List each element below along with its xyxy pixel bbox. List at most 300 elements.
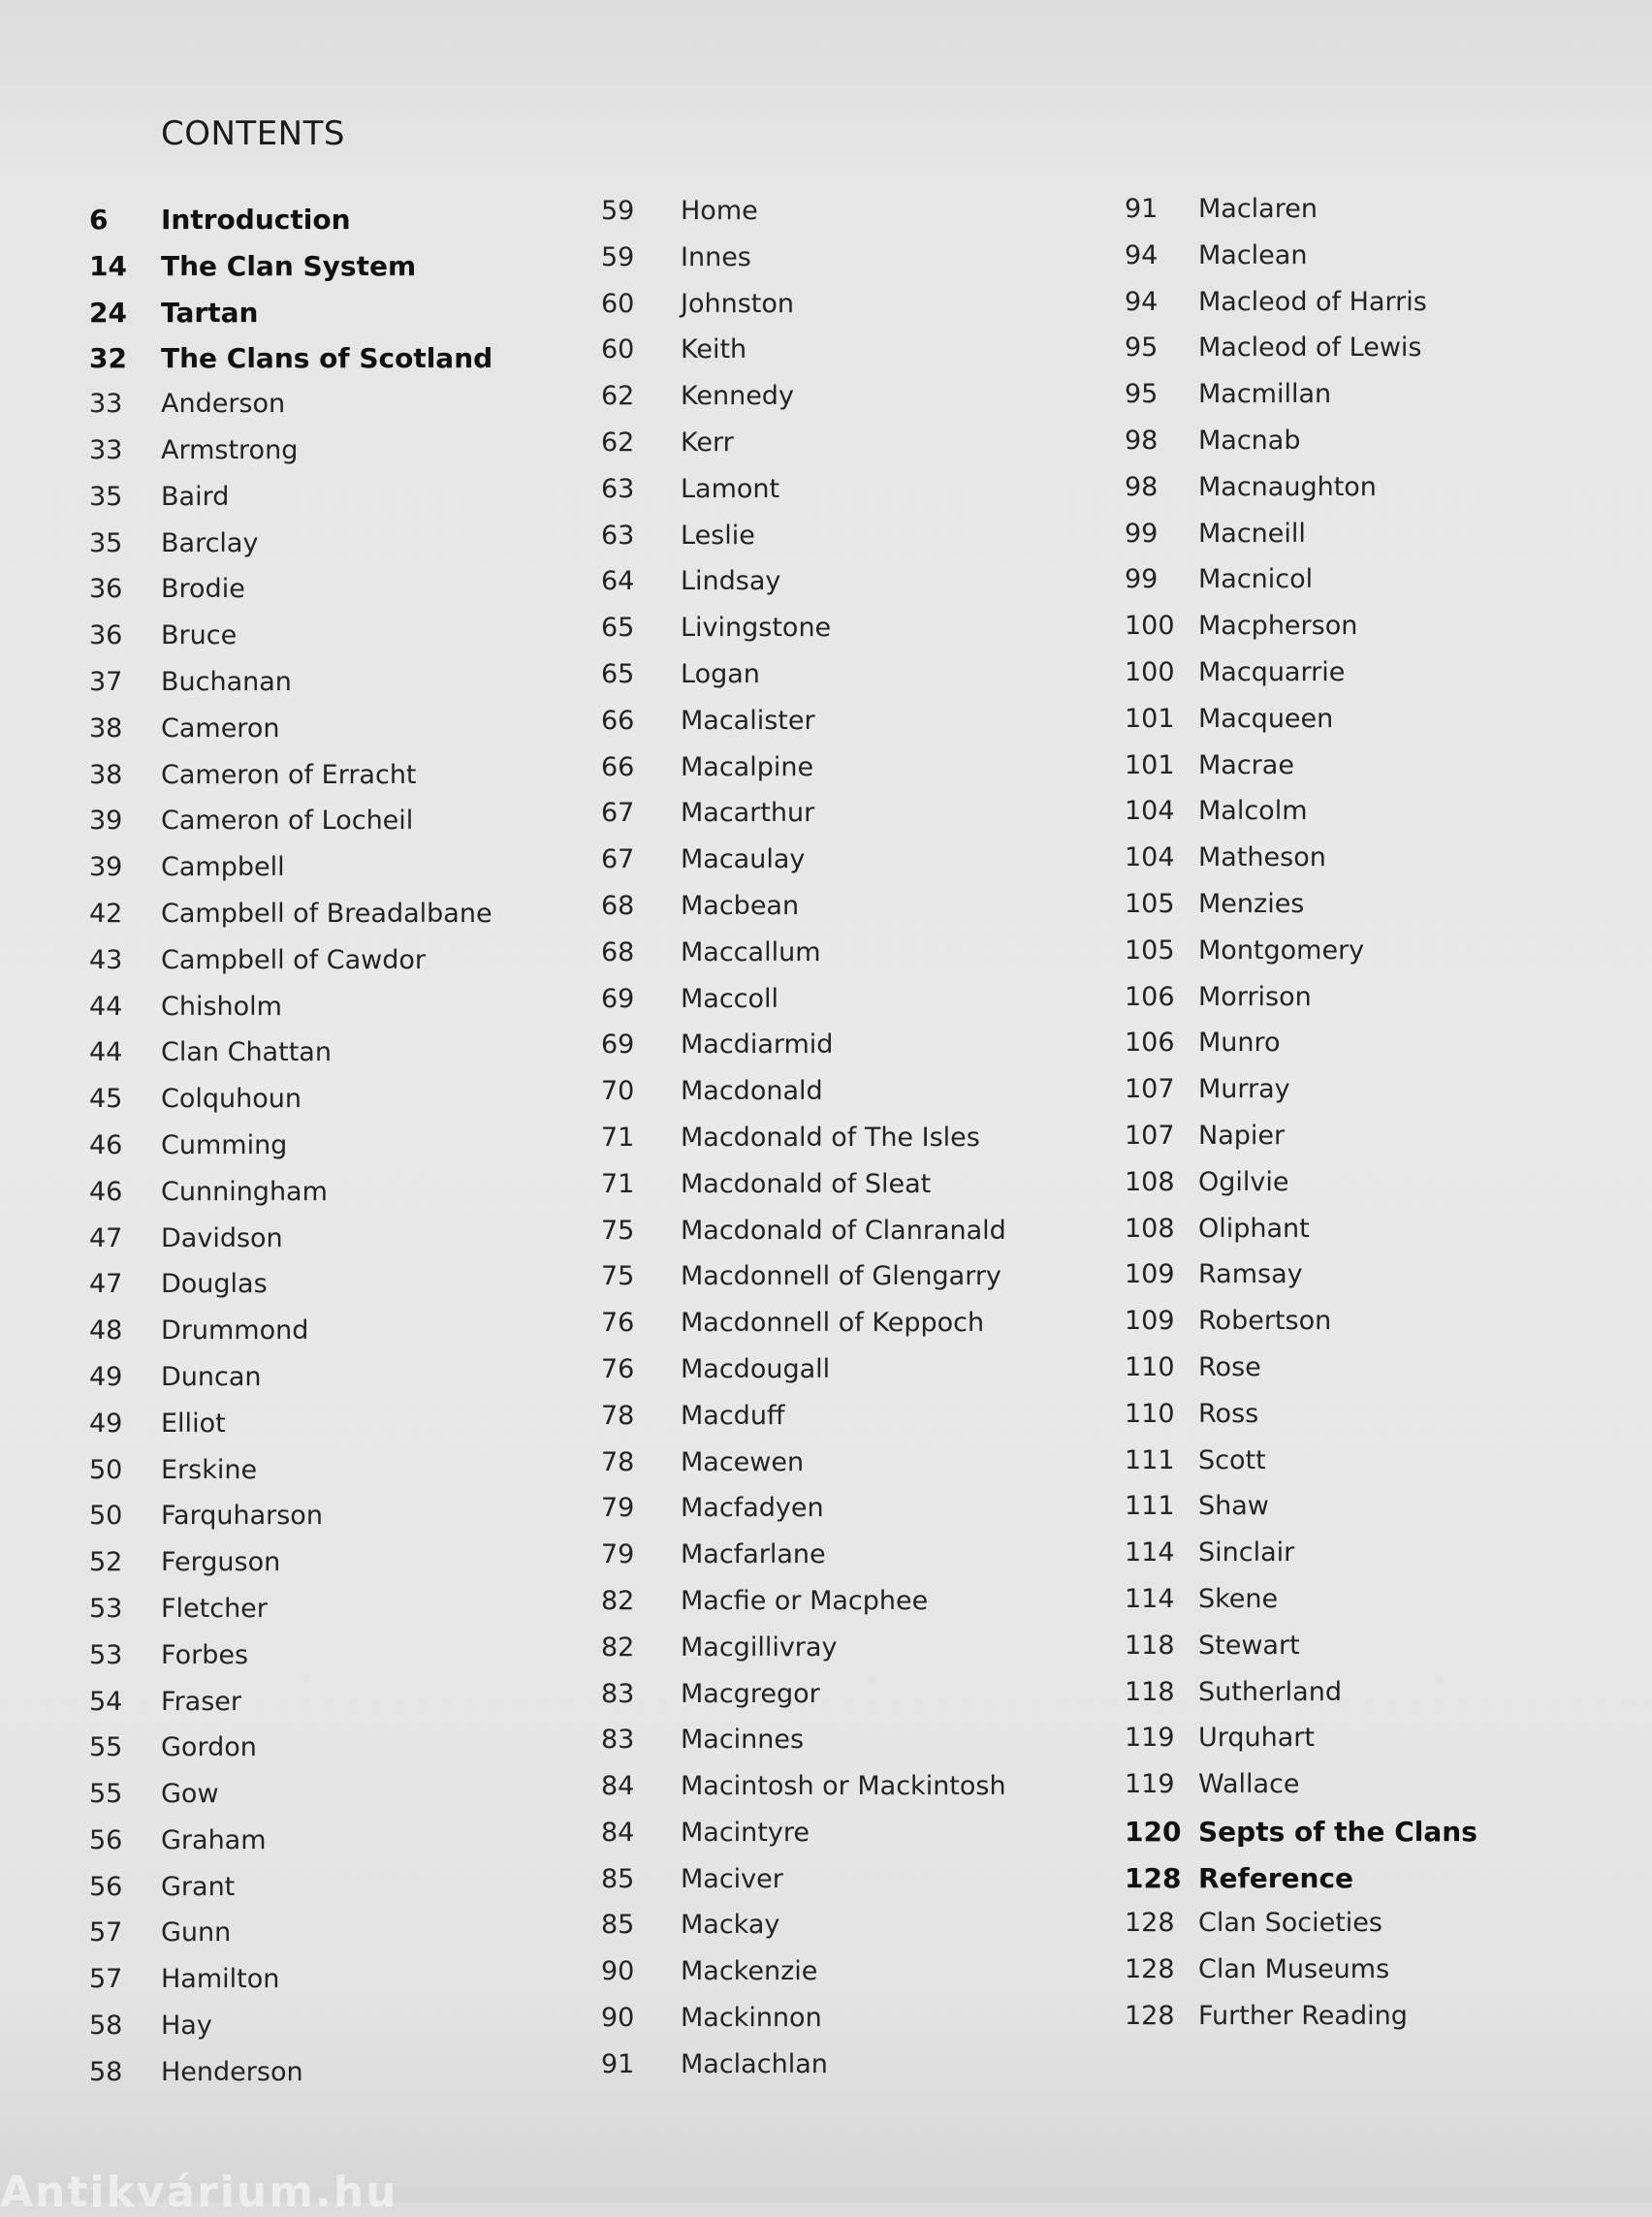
toc-entry — [89, 1917, 492, 1964]
toc-entry-label: Macintosh or Mackintosh — [681, 1771, 1006, 1802]
toc-entry-label: Cameron — [161, 713, 280, 744]
toc-entry-label: Lamont — [681, 473, 780, 504]
toc-entry-label: Campbell of Breadalbane — [161, 898, 492, 929]
toc-entry-label: Rose — [1198, 1351, 1261, 1382]
toc-entry — [601, 334, 1006, 381]
toc-entry — [1125, 333, 1477, 379]
toc-entry — [1125, 796, 1477, 842]
toc-page-number: 68 — [601, 890, 635, 921]
toc-page-number: 108 — [1125, 1166, 1175, 1197]
toc-page-number: 36 — [89, 574, 123, 605]
toc-page-number: 47 — [89, 1269, 123, 1300]
toc-page-number: 100 — [1125, 656, 1175, 687]
toc-entry — [1125, 935, 1477, 982]
toc-entry-label: Gunn — [161, 1917, 232, 1948]
toc-page-number: 90 — [601, 2003, 635, 2034]
toc-page-number: 118 — [1125, 1630, 1175, 1661]
toc-entry-label: Fraser — [161, 1686, 241, 1717]
toc-entry-label: Macleod of Lewis — [1198, 333, 1422, 364]
toc-page-number: 49 — [89, 1408, 123, 1439]
toc-entry — [601, 1818, 1006, 1864]
toc-entry — [601, 1169, 1006, 1216]
toc-entry-label: Skene — [1198, 1583, 1279, 1614]
toc-entry — [1125, 889, 1477, 935]
toc-entry — [1125, 1584, 1477, 1631]
toc-entry-label: Fletcher — [161, 1593, 268, 1624]
toc-entry — [601, 242, 1006, 289]
toc-page-number: 128 — [1125, 1861, 1182, 1894]
watermark: Antikvárium.hu — [0, 2168, 398, 2217]
toc-entry-label: Scott — [1198, 1444, 1266, 1475]
toc-entry — [89, 204, 492, 250]
toc-page-number: 64 — [601, 566, 635, 597]
toc-entry — [89, 389, 492, 435]
toc-page-number: 85 — [601, 1910, 635, 1941]
toc-entry-label: Macmillan — [1198, 379, 1332, 410]
toc-entry-label: Mackenzie — [681, 1956, 818, 1987]
toc-entry-label: Macdonnell of Keppoch — [681, 1308, 985, 1339]
toc-page-number: 44 — [89, 991, 123, 1022]
toc-page-number: 79 — [601, 1539, 635, 1570]
toc-entry-label: Brodie — [161, 574, 245, 605]
toc-entry — [1125, 1352, 1477, 1399]
toc-entry — [1125, 1631, 1477, 1677]
toc-page-number: 56 — [89, 1824, 123, 1855]
toc-entry — [601, 1029, 1006, 1076]
toc-entry-label: Urquhart — [1198, 1723, 1315, 1754]
toc-entry-label: Innes — [681, 241, 751, 272]
toc-page-number: 55 — [89, 1779, 123, 1810]
toc-page-number: 44 — [89, 1037, 123, 1068]
toc-page-number: 82 — [601, 1631, 635, 1663]
toc-entry-label: Menzies — [1198, 888, 1305, 919]
toc-entry — [89, 297, 492, 343]
toc-entry — [89, 713, 492, 760]
toc-page-number: 32 — [89, 342, 127, 375]
toc-page-number: 69 — [601, 983, 635, 1014]
toc-entry — [601, 1725, 1006, 1771]
toc-entry — [1125, 1816, 1477, 1862]
toc-page-number: 99 — [1125, 518, 1159, 549]
toc-page-number: 6 — [89, 204, 109, 236]
toc-entry-label: Duncan — [161, 1361, 262, 1392]
toc-entry-label: Macarthur — [681, 798, 815, 829]
toc-page-number: 120 — [1125, 1815, 1182, 1848]
toc-page-number: 63 — [601, 473, 635, 504]
toc-page-number: 99 — [1125, 564, 1159, 595]
toc-entry-label: Maclachlan — [681, 2048, 828, 2079]
toc-entry-label: Macleod of Harris — [1198, 286, 1427, 317]
toc-entry-label: Gordon — [161, 1732, 257, 1763]
toc-page-number: 49 — [89, 1361, 123, 1392]
toc-entry-label: Logan — [681, 658, 760, 689]
toc-page-number: 65 — [601, 613, 635, 644]
toc-entry-label: Macnab — [1198, 425, 1301, 456]
toc-entry-label: Cameron of Erracht — [161, 759, 417, 790]
toc-page-number: 76 — [601, 1353, 635, 1384]
toc-page-number: 119 — [1125, 1769, 1175, 1800]
toc-entry-label: Graham — [161, 1824, 267, 1855]
toc-page-number: 67 — [601, 798, 635, 829]
toc-entry-label: Macinnes — [681, 1725, 805, 1756]
toc-page-number: 101 — [1125, 749, 1175, 780]
toc-entry-label: Kerr — [681, 427, 734, 458]
toc-page-number: 111 — [1125, 1444, 1175, 1475]
toc-page-number: 83 — [601, 1725, 635, 1756]
toc-page-number: 33 — [89, 389, 123, 420]
toc-page-number: 95 — [1125, 333, 1159, 364]
toc-page-number: 43 — [89, 944, 123, 975]
toc-entry-label: Cameron of Locheil — [161, 806, 414, 837]
toc-page-number: 58 — [89, 2056, 123, 2087]
toc-page-number: 90 — [601, 1956, 635, 1987]
toc-entry — [1125, 1214, 1477, 1260]
toc-entry — [89, 435, 492, 482]
toc-page-number: 119 — [1125, 1723, 1175, 1754]
toc-page-number: 42 — [89, 898, 123, 929]
toc-entry — [89, 1037, 492, 1084]
toc-entry-label: Macpherson — [1198, 611, 1358, 642]
toc-entry — [601, 1586, 1006, 1632]
toc-page-number: 47 — [89, 1222, 123, 1253]
toc-entry — [601, 1261, 1006, 1308]
toc-entry-label: Keith — [681, 334, 747, 365]
toc-entry — [601, 1493, 1006, 1539]
toc-entry-label: Sinclair — [1198, 1537, 1295, 1568]
toc-entry — [601, 1956, 1006, 2003]
toc-page-number: 98 — [1125, 425, 1159, 456]
toc-entry-label: Cunningham — [161, 1176, 328, 1207]
toc-page-number: 60 — [601, 288, 635, 319]
toc-entry — [1125, 611, 1477, 657]
toc-page-number: 78 — [601, 1400, 635, 1431]
toc-page-number: 107 — [1125, 1074, 1175, 1105]
toc-entry — [601, 1447, 1006, 1494]
toc-entry — [601, 474, 1006, 521]
toc-entry-label: Macdonnell of Glengarry — [681, 1261, 1001, 1292]
toc-page-number: 63 — [601, 520, 635, 551]
toc-page-number: 71 — [601, 1168, 635, 1199]
toc-entry-label: Ross — [1198, 1398, 1259, 1429]
toc-entry-label: Stewart — [1198, 1630, 1300, 1661]
toc-page-number: 83 — [601, 1678, 635, 1709]
toc-entry — [89, 1872, 492, 1918]
toc-entry — [601, 521, 1006, 567]
toc-entry — [601, 2003, 1006, 2049]
toc-entry — [1125, 1537, 1477, 1584]
toc-entry-label: Douglas — [161, 1269, 268, 1300]
toc-entry — [89, 1409, 492, 1455]
toc-entry-label: Elliot — [161, 1408, 226, 1439]
toc-entry-label: Davidson — [161, 1222, 283, 1253]
toc-entry-label: Mackay — [681, 1910, 780, 1941]
toc-page-number: 66 — [601, 705, 635, 736]
toc-entry-label: Maccoll — [681, 983, 779, 1014]
toc-entry-label: Grant — [161, 1871, 236, 1902]
toc-entry — [89, 760, 492, 807]
toc-page-number: 62 — [601, 427, 635, 458]
toc-entry — [1125, 750, 1477, 797]
toc-entry-label: Ramsay — [1198, 1259, 1303, 1290]
toc-entry-label: Kennedy — [681, 381, 794, 412]
toc-page-number: 69 — [601, 1029, 635, 1061]
toc-page-number: 106 — [1125, 981, 1175, 1012]
toc-entry-label: Drummond — [161, 1315, 309, 1346]
toc-page-number: 109 — [1125, 1259, 1175, 1290]
toc-entry — [89, 1779, 492, 1825]
toc-entry — [601, 1539, 1006, 1586]
toc-page-number: 37 — [89, 666, 123, 697]
toc-entry — [89, 342, 492, 389]
toc-page-number: 75 — [601, 1261, 635, 1292]
toc-entry-label: Gow — [161, 1779, 219, 1810]
toc-page-number: 53 — [89, 1593, 123, 1624]
toc-entry-label: Maclaren — [1198, 194, 1318, 224]
toc-page-number: 84 — [601, 1771, 635, 1802]
page-title: CONTENTS — [161, 114, 345, 153]
toc-entry-label: Hamilton — [161, 1964, 280, 1995]
toc-entry — [1125, 1862, 1477, 1909]
toc-page-number: 54 — [89, 1686, 123, 1717]
toc-entry-label: Campbell — [161, 852, 285, 883]
toc-entry — [1125, 1399, 1477, 1445]
toc-entry-label: Macrae — [1198, 749, 1294, 780]
toc-entry-label: Macfadyen — [681, 1493, 824, 1524]
toc-entry — [601, 798, 1006, 844]
toc-entry — [601, 1864, 1006, 1911]
toc-entry-label: Campbell of Cawdor — [161, 944, 427, 975]
toc-entry-label: Macalpine — [681, 751, 814, 782]
toc-entry — [1125, 1908, 1477, 1954]
toc-entry — [89, 250, 492, 297]
toc-entry-label: Macnaughton — [1198, 471, 1377, 502]
toc-page-number: 60 — [601, 334, 635, 365]
toc-entry — [601, 613, 1006, 659]
toc-entry — [89, 1177, 492, 1223]
toc-entry-label: Macdougall — [681, 1353, 831, 1384]
toc-entry-label: Macnicol — [1198, 564, 1314, 595]
toc-entry — [601, 1401, 1006, 1447]
toc-entry-label: Shaw — [1198, 1491, 1269, 1522]
toc-page-number: 46 — [89, 1176, 123, 1207]
toc-page-number: 94 — [1125, 239, 1159, 270]
toc-entry-label: Reference — [1198, 1861, 1354, 1894]
toc-entry — [1125, 1074, 1477, 1121]
toc-page-number: 48 — [89, 1315, 123, 1346]
toc-page-number: 84 — [601, 1817, 635, 1848]
toc-entry — [601, 566, 1006, 613]
toc-entry-label: Colquhoun — [161, 1084, 302, 1115]
toc-page-number: 114 — [1125, 1583, 1175, 1614]
toc-page-number: 111 — [1125, 1491, 1175, 1522]
toc-page-number: 107 — [1125, 1120, 1175, 1151]
toc-entry — [601, 1679, 1006, 1726]
toc-entry — [89, 1640, 492, 1687]
toc-page-number: 105 — [1125, 888, 1175, 919]
toc-page-number: 109 — [1125, 1306, 1175, 1337]
toc-entry — [1125, 1954, 1477, 2001]
toc-entry — [89, 1825, 492, 1872]
toc-entry-label: Septs of the Clans — [1198, 1815, 1477, 1848]
toc-column-1 — [89, 204, 492, 2104]
toc-entry-label: Macquarrie — [1198, 656, 1346, 687]
toc-page-number: 35 — [89, 481, 123, 512]
toc-entry-label: Livingstone — [681, 613, 832, 644]
toc-entry — [1125, 240, 1477, 287]
toc-entry-label: Clan Museums — [1198, 1954, 1390, 1985]
toc-page-number: 65 — [601, 658, 635, 689]
toc-entry-label: Macdonald of The Isles — [681, 1122, 980, 1153]
toc-entry-label: Bruce — [161, 620, 238, 651]
toc-entry — [89, 1964, 492, 2011]
toc-entry-label: Macqueen — [1198, 703, 1334, 734]
toc-entry — [601, 984, 1006, 1030]
toc-entry — [1125, 194, 1477, 240]
toc-entry-label: Buchanan — [161, 666, 292, 697]
toc-entry-label: Introduction — [161, 204, 351, 236]
toc-entry-label: Murray — [1198, 1074, 1290, 1105]
toc-entry-label: Macbean — [681, 890, 800, 921]
toc-entry — [89, 1269, 492, 1315]
toc-entry-label: The Clan System — [161, 249, 417, 282]
toc-page-number: 75 — [601, 1215, 635, 1246]
toc-entry — [601, 289, 1006, 335]
toc-entry — [89, 1315, 492, 1362]
toc-entry — [89, 992, 492, 1038]
toc-page-number: 67 — [601, 844, 635, 875]
toc-entry — [601, 659, 1006, 706]
toc-entry — [1125, 1491, 1477, 1537]
toc-entry — [89, 1455, 492, 1502]
toc-entry — [1125, 1769, 1477, 1816]
toc-entry — [1125, 2001, 1477, 2047]
toc-entry-label: Erskine — [161, 1454, 258, 1485]
toc-page-number: 85 — [601, 1863, 635, 1894]
toc-entry-label: Tartan — [161, 296, 259, 329]
toc-page-number: 98 — [1125, 471, 1159, 502]
toc-page-number: 35 — [89, 527, 123, 558]
toc-entry — [601, 1771, 1006, 1818]
toc-entry-label: Leslie — [681, 520, 755, 551]
toc-page-number: 59 — [601, 241, 635, 272]
toc-entry — [1125, 1677, 1477, 1724]
toc-entry-label: Macneill — [1198, 518, 1306, 549]
toc-entry — [89, 1501, 492, 1547]
toc-page-number: 70 — [601, 1076, 635, 1107]
toc-entry — [89, 1594, 492, 1640]
toc-entry — [89, 945, 492, 992]
toc-entry — [1125, 842, 1477, 889]
toc-entry-label: Macaulay — [681, 844, 806, 875]
toc-entry-label: Macdonald of Clanranald — [681, 1215, 1006, 1246]
toc-page-number: 104 — [1125, 842, 1175, 873]
toc-page-number: 78 — [601, 1446, 635, 1477]
toc-page-number: 110 — [1125, 1351, 1175, 1382]
toc-entry — [601, 381, 1006, 428]
toc-entry-label: Macewen — [681, 1446, 805, 1477]
toc-entry — [89, 852, 492, 899]
toc-entry-label: Oliphant — [1198, 1213, 1310, 1244]
toc-page-number: 52 — [89, 1547, 123, 1578]
toc-entry — [1125, 1028, 1477, 1074]
toc-page-number: 68 — [601, 936, 635, 967]
toc-entry-label: Macgregor — [681, 1678, 820, 1709]
toc-page-number: 14 — [89, 249, 127, 282]
toc-entry — [601, 1632, 1006, 1679]
toc-entry — [601, 1123, 1006, 1169]
toc-page-number: 39 — [89, 852, 123, 883]
toc-entry-label: Baird — [161, 481, 230, 512]
toc-entry — [89, 482, 492, 528]
toc-page-number: 128 — [1125, 1954, 1175, 1985]
toc-column-3 — [1125, 194, 1477, 2047]
toc-entry — [1125, 657, 1477, 704]
toc-page-number: 57 — [89, 1917, 123, 1948]
toc-page-number: 94 — [1125, 286, 1159, 317]
toc-entry-label: Chisholm — [161, 991, 282, 1022]
toc-page-number: 50 — [89, 1454, 123, 1485]
toc-page-number: 114 — [1125, 1537, 1175, 1568]
toc-entry-label: Johnston — [681, 288, 794, 319]
toc-page-number: 71 — [601, 1122, 635, 1153]
toc-entry — [89, 899, 492, 945]
toc-entry — [1125, 287, 1477, 333]
toc-entry — [89, 1732, 492, 1779]
toc-entry-label: Macdonald — [681, 1076, 823, 1107]
toc-page-number: 56 — [89, 1871, 123, 1902]
toc-entry-label: Ogilvie — [1198, 1166, 1289, 1197]
toc-entry — [601, 1216, 1006, 1262]
toc-entry — [1125, 1121, 1477, 1167]
toc-entry — [89, 806, 492, 852]
toc-page-number: 57 — [89, 1964, 123, 1995]
toc-entry — [89, 1130, 492, 1177]
toc-page-number: 118 — [1125, 1676, 1175, 1707]
toc-entry-label: Cumming — [161, 1129, 288, 1160]
toc-page-number: 82 — [601, 1585, 635, 1616]
toc-entry-label: Maclean — [1198, 239, 1308, 270]
toc-entry-label: Macdiarmid — [681, 1029, 834, 1061]
toc-entry — [89, 1547, 492, 1594]
toc-page-number: 76 — [601, 1308, 635, 1339]
toc-entry — [1125, 472, 1477, 519]
toc-entry-label: Macfie or Macphee — [681, 1585, 929, 1616]
toc-entry-label: Lindsay — [681, 566, 781, 597]
toc-page-number: 104 — [1125, 796, 1175, 827]
toc-page-number: 24 — [89, 296, 127, 329]
toc-page-number: 106 — [1125, 1028, 1175, 1059]
toc-entry — [1125, 1723, 1477, 1769]
toc-entry — [89, 528, 492, 575]
toc-page-number: 66 — [601, 751, 635, 782]
toc-entry — [601, 1076, 1006, 1123]
toc-entry — [89, 574, 492, 620]
toc-entry-label: Mackinnon — [681, 2003, 822, 2034]
toc-entry — [601, 937, 1006, 984]
toc-entry — [1125, 1259, 1477, 1306]
toc-entry — [1125, 564, 1477, 611]
toc-entry-label: Ferguson — [161, 1547, 281, 1578]
toc-entry-label: Macalister — [681, 705, 815, 736]
toc-page-number: 79 — [601, 1493, 635, 1524]
toc-page-number: 39 — [89, 806, 123, 837]
toc-page-number: 33 — [89, 434, 123, 465]
toc-page-number: 101 — [1125, 703, 1175, 734]
toc-entry-label: Hay — [161, 2011, 212, 2042]
toc-page-number: 108 — [1125, 1213, 1175, 1244]
toc-entry — [601, 844, 1006, 891]
toc-column-2 — [601, 196, 1006, 2096]
